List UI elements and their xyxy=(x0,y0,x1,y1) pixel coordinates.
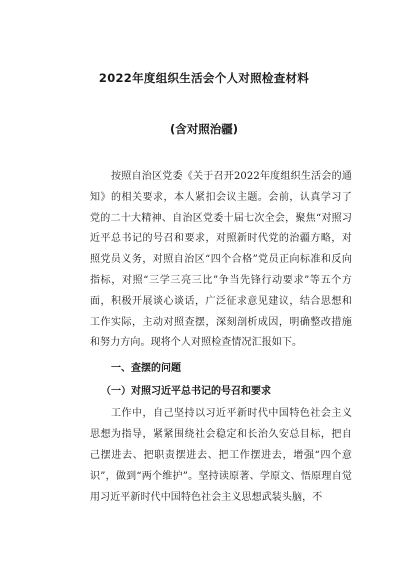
subsection-paragraph: 工作中，自己坚持以习近平新时代中国特色社会主义思想为指导，紧紧围绕社会稳定和长治久安总目标，把自己摆进去、把职责摆进去、把工作摆进去，增强“四个意识”，做到“两个维护”。坚持读原著、学原文、悟原理自觉用习近平新时代中国特色社会主义思想武装头脑，不 xyxy=(90,408,352,503)
document-title: 2022年度组织生活会个人对照检查材料 xyxy=(98,71,310,85)
section-heading: 一、查摆的问题 xyxy=(111,363,181,374)
subsection-heading: （一）对照习近平总书记的号召和要求 xyxy=(101,386,271,397)
document-subtitle: (含对照治疆) xyxy=(169,122,238,136)
intro-paragraph: 按照自治区党委《关于召开2022年度组织生活会的通知》的相关要求，本人紧扣会议主题。会前，认真学习了党的二十大精神、自治区党委十届七次全会，聚焦“对照习近平总书记的号召和要求，对照新时代党的治疆方略，对照党员义务，对照自治区“四个合格”党员正向标准和反向指标，对照“三学三亮三比”争当先锋行动要求”等五个方面，积极开展谈心谈话，广泛征求意见建议，结合思想和工作实际，主动对照查摆，深刻剖析成因，明确整改措施和努力方向。现将个人对照检查情况汇报如下。 xyxy=(90,171,352,349)
